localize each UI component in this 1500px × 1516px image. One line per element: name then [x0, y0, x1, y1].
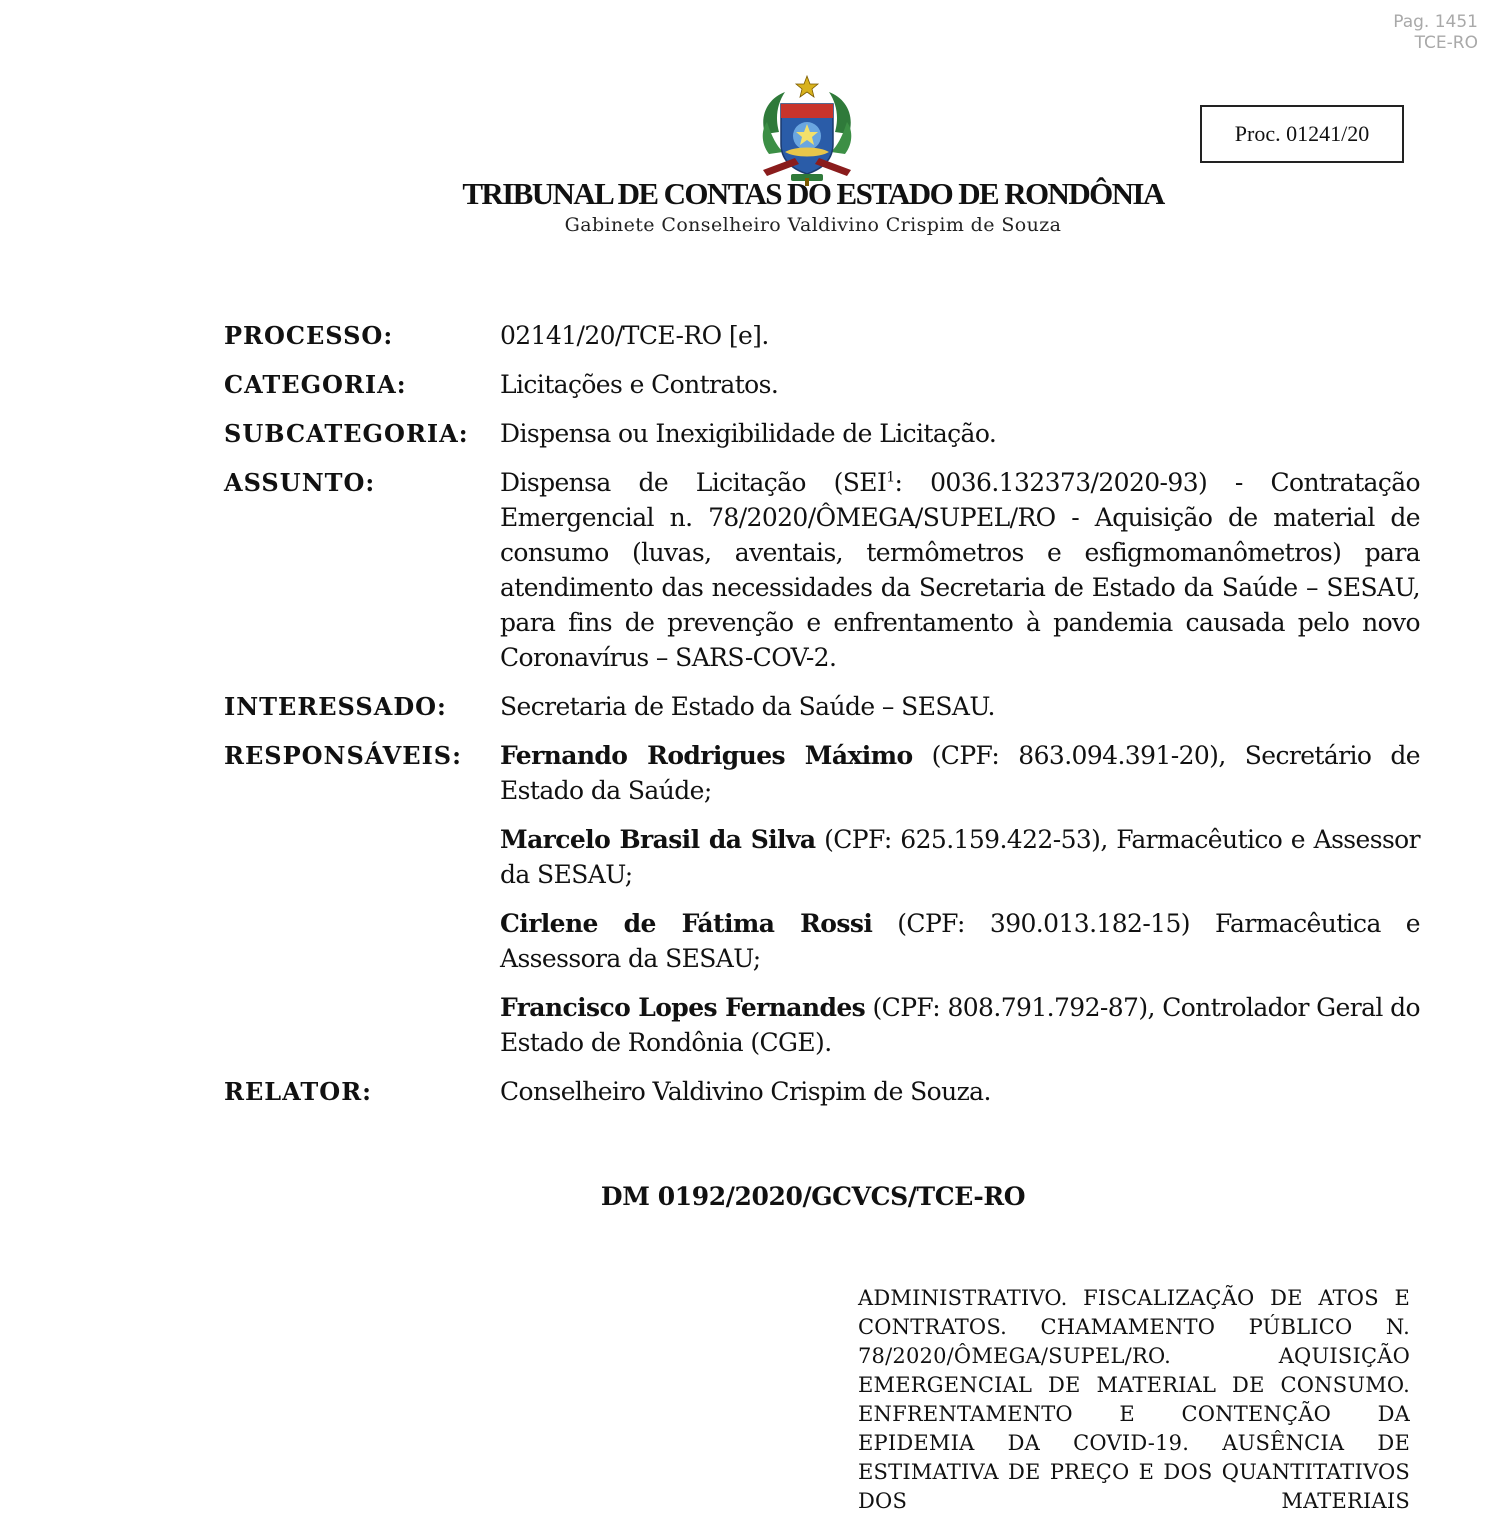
person-name: Cirlene de Fátima Rossi [500, 909, 873, 938]
assunto-text-rest: : 0036.132373/2020-93) - Contratação Emergencial n. 78/2020/ÔMEGA/SUPEL/RO - Aquisição de material de consumo (luvas, aventais, termômetros e esfigmomanômetros) para atendimento das necessidades da Secretaria de Estado da Saúde – SESAU, para fins de prevenção e enfrentamento à pandemia causada pelo novo Coronavírus – SARS-COV-2. [500, 468, 1420, 672]
field-relator [224, 1074, 1420, 1109]
person-name: Marcelo Brasil da Silva [500, 825, 816, 854]
field-assunto [224, 465, 1420, 675]
field-label: RESPONSÁVEIS: [224, 741, 462, 770]
field-value: Conselheiro Valdivino Crispim de Souza. [500, 1077, 991, 1106]
page-stamp [1393, 12, 1478, 54]
field-label: SUBCATEGORIA: [224, 419, 469, 448]
field-label: ASSUNTO: [224, 468, 376, 497]
person-name: Francisco Lopes Fernandes [500, 993, 866, 1022]
responsible-person [500, 738, 1420, 808]
responsible-list [500, 738, 1420, 1060]
footnote-marker: 1 [886, 469, 895, 486]
field-value [500, 465, 1420, 675]
organization-subtitle: Gabinete Conselheiro Valdivino Crispim de Souza [564, 214, 1062, 236]
field-subcategoria [224, 416, 1420, 451]
field-value: Licitações e Contratos. [500, 370, 779, 399]
process-number: Proc. 01241/20 [1234, 121, 1370, 146]
ementa-summary: ADMINISTRATIVO. FISCALIZAÇÃO DE ATOS E CONTRATOS. CHAMAMENTO PÚBLICO N. 78/2020/ÔMEGA/SUPEL/RO. AQUISIÇÃO EMERGENCIAL DE MATERIAL DE CONSUMO. ENFRENTAMENTO E CONTENÇÃO DA EPIDEMIA DA COVID-19. AUSÊNCIA DE ESTIMATIVA DE PREÇO E DOS QUANTITATIVOS DOS MATERIAIS [858, 1286, 1410, 1513]
person-details: (CPF: 808.791.792-87), Controlador Geral do Estado de Rondônia (CGE). [500, 993, 1421, 1057]
page-number: Pag. 1451 [1393, 12, 1478, 32]
field-label: PROCESSO: [224, 321, 394, 350]
organization-title: TRIBUNAL DE CONTAS DO ESTADO DE RONDÔNIA [462, 176, 1164, 211]
person-details: (CPF: 625.159.422-53), Farmacêutico e Assessor da SESAU; [500, 825, 1420, 889]
person-details: (CPF: 863.094.391-20), Secretário de Estado da Saúde; [500, 741, 1420, 805]
field-label: INTERESSADO: [224, 692, 447, 721]
decision-title: DM 0192/2020/GCVCS/TCE-RO [600, 1182, 1026, 1211]
case-metadata [224, 318, 1420, 1123]
field-processo [224, 318, 1420, 353]
field-value: Dispensa ou Inexigibilidade de Licitação. [500, 419, 997, 448]
page-stamp-org: TCE-RO [1414, 33, 1478, 53]
person-name: Fernando Rodrigues Máximo [500, 741, 913, 770]
field-value: 02141/20/TCE-RO [e]. [500, 321, 769, 350]
coat-of-arms-seal [755, 74, 859, 186]
assunto-text-start: Dispensa de Licitação (SEI [500, 468, 887, 497]
field-responsaveis [224, 738, 1420, 1060]
responsible-person [500, 822, 1420, 892]
responsible-person [500, 990, 1420, 1060]
field-categoria [224, 367, 1420, 402]
field-value: Secretaria de Estado da Saúde – SESAU. [500, 692, 995, 721]
person-details: (CPF: 390.013.182-15) Farmacêutica e Assessora da SESAU; [500, 909, 1420, 973]
responsible-person [500, 906, 1420, 976]
field-label: RELATOR: [224, 1077, 372, 1106]
field-label: CATEGORIA: [224, 370, 407, 399]
process-number-box [1200, 105, 1404, 163]
field-interessado [224, 689, 1420, 724]
